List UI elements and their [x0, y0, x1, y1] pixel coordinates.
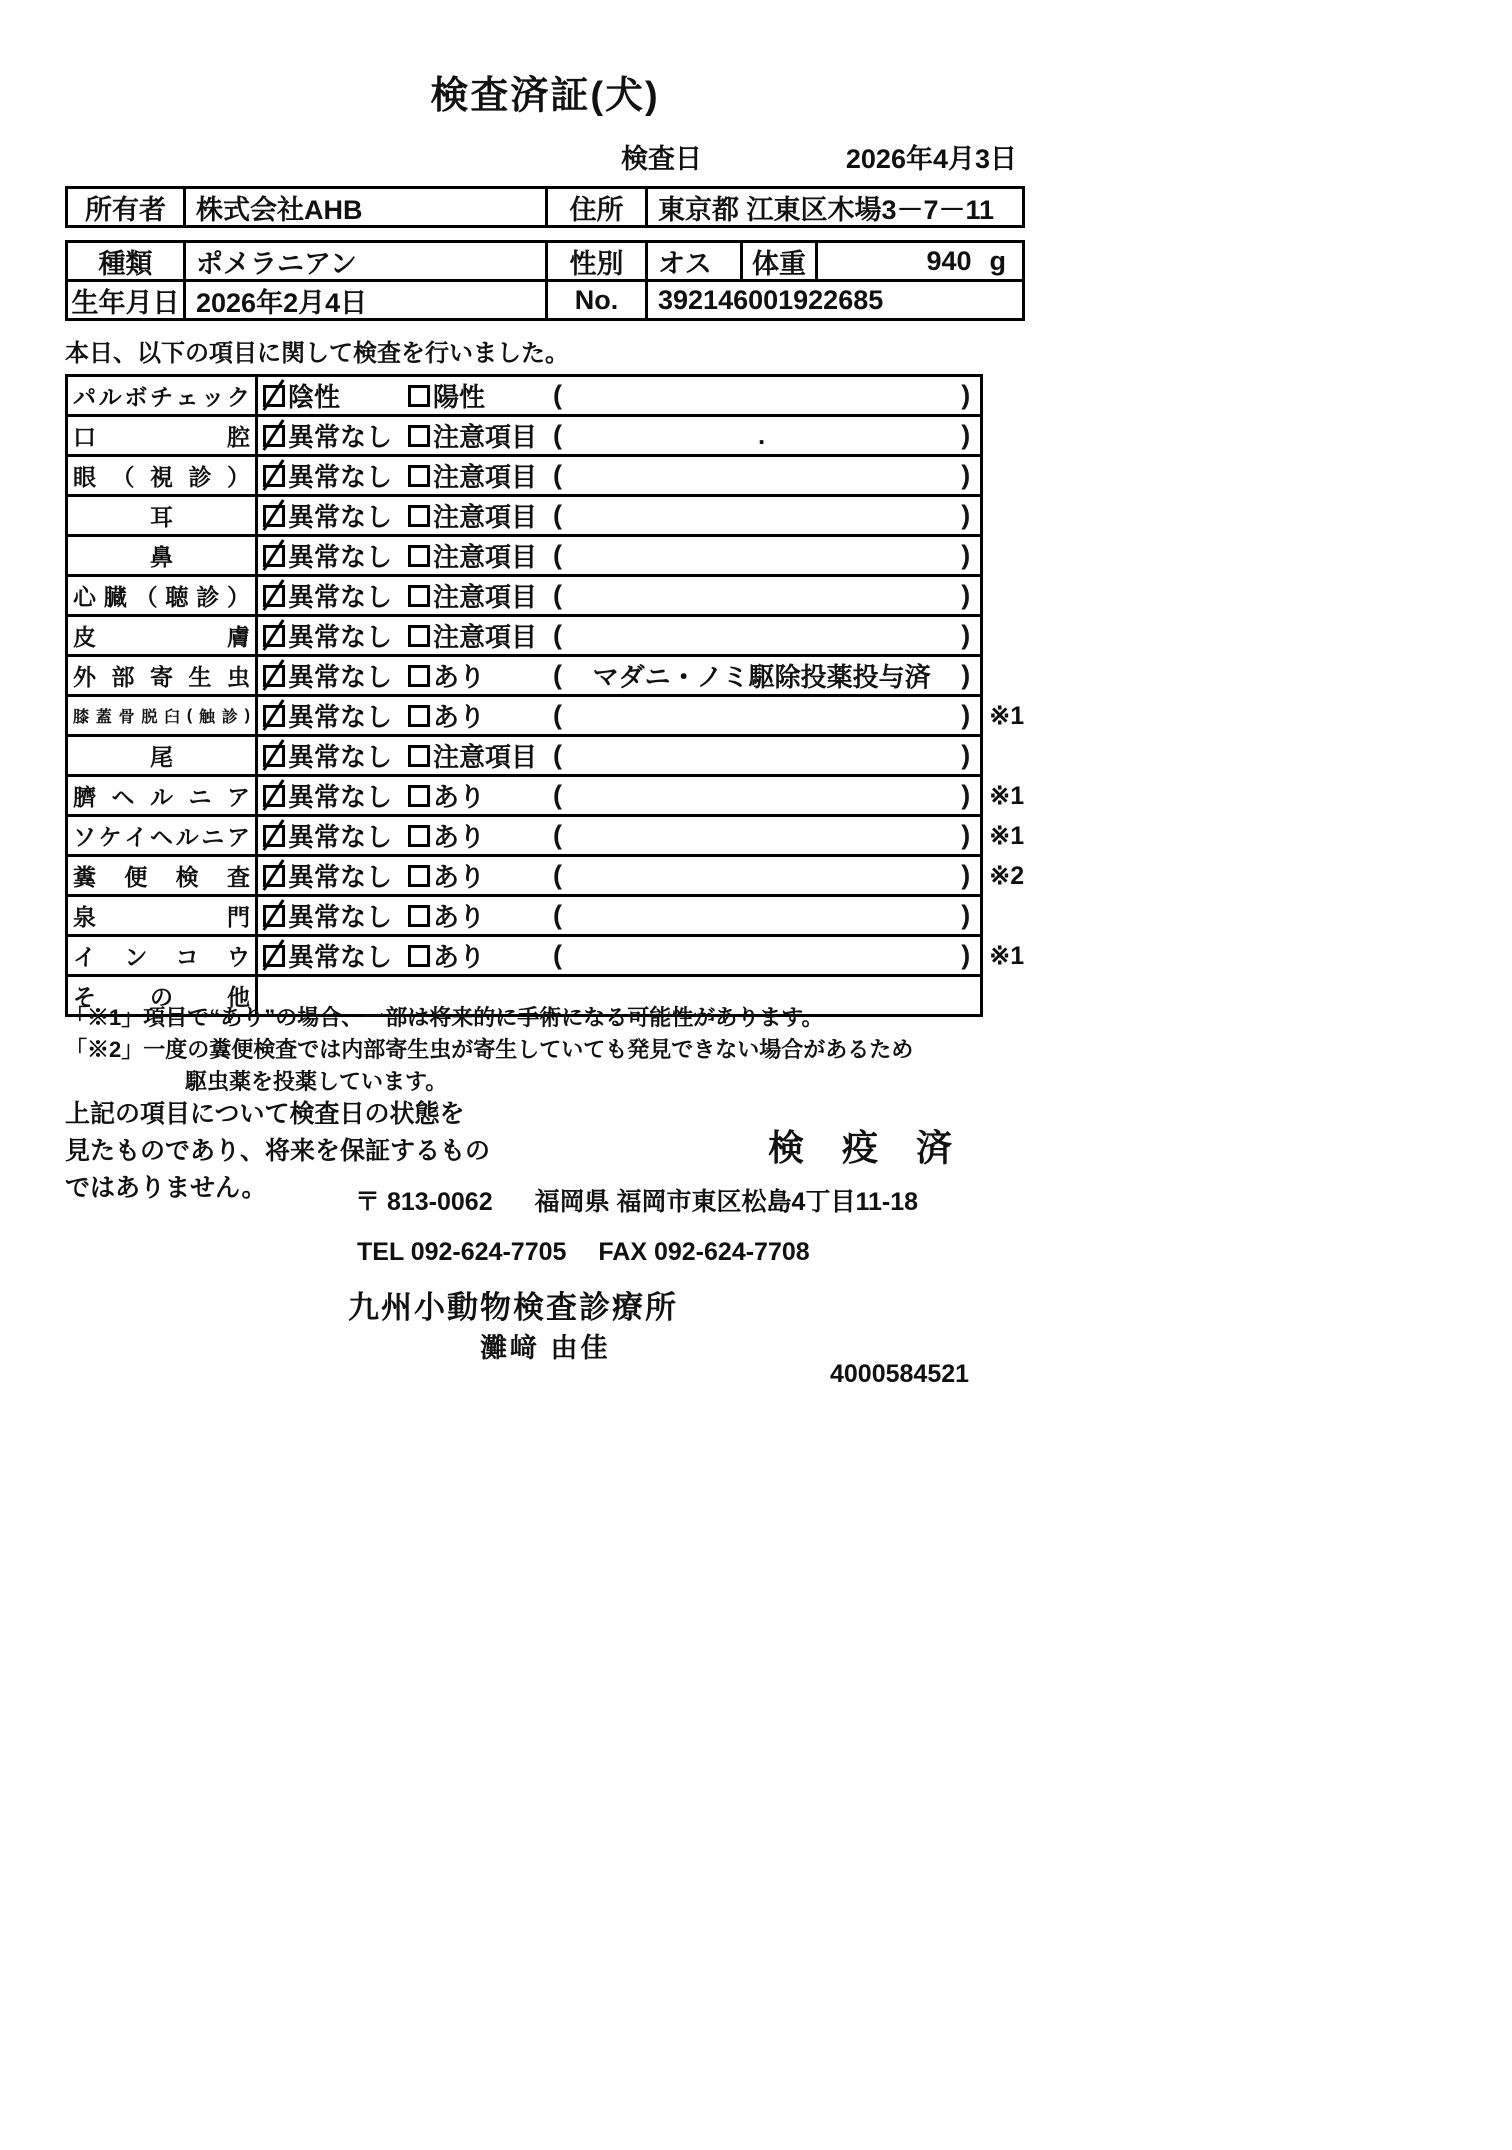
result-ok-label: 異常なし [288, 902, 393, 932]
result-note-area [553, 780, 980, 811]
result-ng-label: 注意項目 [433, 542, 538, 572]
inspection-row-box [65, 654, 983, 697]
inspection-row-content [258, 497, 980, 534]
birthdate-number-table [65, 279, 1025, 321]
result-ng-label: あり [433, 702, 486, 732]
paren-close: ) [961, 780, 971, 810]
inspection-row [65, 654, 1025, 697]
result-ok-checkbox [263, 745, 285, 767]
inspection-item-name: 心 臓 （ 聴 診 ） [68, 577, 258, 614]
result-ok-label: 異常なし [288, 862, 393, 892]
inspection-row-content [258, 857, 980, 894]
result-ng-group [408, 897, 553, 934]
inspection-item-name: 臍 ヘ ル ニ ア [68, 777, 258, 814]
paren-close: ) [961, 460, 971, 490]
inspection-row [65, 374, 1025, 417]
result-ok-group [263, 697, 408, 734]
result-ok-group [263, 737, 408, 774]
inspection-row-content [258, 377, 980, 414]
result-note-area [553, 900, 980, 931]
paren-open: ( [553, 540, 562, 570]
result-ok-label: 異常なし [288, 502, 393, 532]
paren-open: ( [553, 380, 562, 410]
clinic-fax: FAX 092-624-7708 [598, 1238, 810, 1266]
inspection-date-value: 2026年4月3日 [845, 144, 1017, 174]
result-ng-group [408, 497, 553, 534]
result-ok-label: 異常なし [288, 622, 393, 652]
inspection-item-name: 外 部 寄 生 虫 [68, 657, 258, 694]
inspection-row [65, 934, 1025, 977]
result-ok-group [263, 897, 408, 934]
result-ng-checkbox [408, 665, 430, 687]
result-ok-label: 異常なし [288, 942, 393, 972]
document-content [65, 0, 1025, 2150]
result-note-area [553, 860, 980, 891]
inspection-row-box [65, 454, 983, 497]
result-ng-group [408, 737, 553, 774]
paren-close: ) [961, 620, 971, 650]
result-ng-group [408, 697, 553, 734]
certificate-no-label: No. [545, 282, 645, 318]
result-ng-group [408, 777, 553, 814]
result-ng-label: あり [433, 662, 486, 692]
result-ok-label: 異常なし [288, 542, 393, 572]
result-ok-group [263, 817, 408, 854]
result-ok-label: 異常なし [288, 822, 393, 852]
result-note-area [553, 820, 980, 851]
inspection-item-name: 膝 蓋 骨 脱 臼 ( 触 診 ) [68, 697, 258, 734]
disclaimer-line-2: 見たものであり、将来を保証するもの [65, 1137, 491, 1165]
result-ok-checkbox [263, 465, 285, 487]
page-title: 検査済証(犬) [430, 75, 660, 117]
result-note-area [553, 700, 980, 731]
inspection-row-content [258, 657, 980, 694]
clinic-address: 福岡県 福岡市東区松島4丁目11-18 [534, 1188, 919, 1216]
result-ng-label: 注意項目 [433, 622, 538, 652]
paren-open: ( [553, 660, 562, 690]
weight-value: 940 [926, 245, 972, 276]
inspection-row-content [258, 457, 980, 494]
clinic-address-line [355, 1182, 918, 1218]
paren-open: ( [553, 940, 562, 970]
result-ok-checkbox [263, 425, 285, 447]
result-note: マダニ・ノミ駆除投薬投与済 [592, 662, 931, 692]
result-note-area [553, 620, 980, 651]
inspection-table [65, 374, 1025, 1017]
paren-close: ) [961, 580, 971, 610]
inspection-row [65, 614, 1025, 657]
result-ok-group [263, 857, 408, 894]
result-ng-checkbox [408, 625, 430, 647]
inspection-row-box [65, 694, 983, 737]
footnote-mark: ※1 [989, 701, 1025, 730]
result-ng-checkbox [408, 945, 430, 967]
inspection-item-name: パ ル ボ チ ェ ッ ク [68, 377, 258, 414]
result-ok-label: 異常なし [288, 582, 393, 612]
result-ok-group [263, 497, 408, 534]
certificate-no-value: 392146001922685 [645, 282, 1022, 318]
inspection-item-name: 口 腔 [68, 417, 258, 454]
result-ok-label: 異常なし [288, 702, 393, 732]
result-note-area [553, 540, 980, 571]
inspection-item-name: イ ン コ ウ [68, 937, 258, 974]
paren-open: ( [553, 500, 562, 530]
result-ng-label: あり [433, 862, 486, 892]
quarantine-passed-stamp: 検 疫 済 [768, 1127, 967, 1168]
result-note: . [758, 420, 766, 450]
breed-label: 種類 [98, 248, 153, 279]
inspection-row [65, 694, 1025, 737]
paren-close: ) [961, 820, 971, 850]
inspection-row [65, 494, 1025, 537]
result-ok-checkbox [263, 705, 285, 727]
result-ok-checkbox [263, 785, 285, 807]
paren-close: ) [961, 700, 971, 730]
result-ng-group [408, 937, 553, 974]
result-ng-label: 注意項目 [433, 502, 538, 532]
paren-close: ) [961, 900, 971, 930]
intro-text: 本日、以下の項目に関して検査を行いました。 [65, 340, 569, 367]
footnote-mark: ※1 [989, 941, 1025, 970]
result-ok-checkbox [263, 865, 285, 887]
inspection-item-name: 耳 [68, 497, 258, 534]
result-ok-checkbox [263, 665, 285, 687]
result-ng-label: 注意項目 [433, 462, 538, 492]
inspection-item-name: 鼻 [68, 537, 258, 574]
clinic-name: 九州小動物検査診療所 [348, 1290, 678, 1325]
result-ng-group [408, 417, 553, 454]
result-ng-label: あり [433, 942, 486, 972]
result-ok-checkbox [263, 505, 285, 527]
inspection-row [65, 574, 1025, 617]
result-ng-group [408, 377, 553, 414]
result-ok-group [263, 577, 408, 614]
paren-close: ) [961, 500, 971, 530]
result-note-area [553, 580, 980, 611]
result-ok-group [263, 457, 408, 494]
inspection-row-content [258, 537, 980, 574]
result-ng-label: 注意項目 [433, 742, 538, 772]
inspection-row-box [65, 494, 983, 537]
paren-open: ( [553, 580, 562, 610]
inspection-row-content [258, 737, 980, 774]
inspection-row-content [258, 577, 980, 614]
paren-close: ) [961, 940, 971, 970]
result-ok-group [263, 657, 408, 694]
breed-value: ポメラニアン [183, 243, 545, 279]
result-ok-checkbox [263, 585, 285, 607]
owner-value: 株式会社AHB [183, 189, 545, 225]
result-ok-checkbox [263, 625, 285, 647]
result-ng-label: あり [433, 782, 486, 812]
inspection-item-name: 糞 便 検 査 [68, 857, 258, 894]
result-ng-checkbox [408, 385, 430, 407]
inspection-row-content [258, 897, 980, 934]
result-note-area [553, 940, 980, 971]
result-ok-checkbox [263, 945, 285, 967]
result-ng-group [408, 857, 553, 894]
footnote-mark: ※1 [989, 821, 1025, 850]
inspection-row-box [65, 534, 983, 577]
result-ok-checkbox [263, 545, 285, 567]
clinic-tel: TEL 092-624-7705 [357, 1238, 567, 1266]
result-ok-group [263, 537, 408, 574]
inspection-date-label: 検査日 [621, 144, 702, 174]
sex-value: オス [645, 243, 740, 279]
inspection-row [65, 534, 1025, 577]
clinic-postal-code: 〒 813-0062 [355, 1188, 493, 1216]
birthdate-value: 2026年2月4日 [183, 282, 545, 318]
paren-open: ( [553, 700, 562, 730]
result-ng-label: あり [433, 902, 486, 932]
result-note-area [553, 460, 980, 491]
footnote-mark: ※1 [989, 781, 1025, 810]
result-ok-group [263, 937, 408, 974]
inspection-row [65, 854, 1025, 897]
result-ok-label: 異常なし [288, 782, 393, 812]
inspection-row-content [258, 817, 980, 854]
result-ok-label: 陰性 [288, 382, 341, 412]
result-ok-group [263, 777, 408, 814]
footnote-2: 「※2」一度の糞便検査では内部寄生虫が寄生していても発見できない場合があるため [65, 1037, 914, 1062]
result-ok-group [263, 617, 408, 654]
result-ng-checkbox [408, 865, 430, 887]
inspection-row-box [65, 414, 983, 457]
paren-close: ) [961, 540, 971, 570]
inspection-row [65, 454, 1025, 497]
result-note-area [553, 740, 980, 771]
inspection-row [65, 814, 1025, 857]
result-ng-group [408, 577, 553, 614]
result-ng-label: あり [433, 822, 486, 852]
weight-unit: g [989, 245, 1006, 276]
result-ok-group [263, 377, 408, 414]
inspection-item-name: 泉 門 [68, 897, 258, 934]
inspection-row-box [65, 774, 983, 817]
result-ng-label: 注意項目 [433, 582, 538, 612]
inspection-row-box [65, 374, 983, 417]
result-note-area [553, 657, 980, 694]
inspection-row [65, 734, 1025, 777]
result-note-area [553, 500, 980, 531]
inspection-date-row [65, 137, 1025, 176]
result-ng-checkbox [408, 745, 430, 767]
result-ng-checkbox [408, 785, 430, 807]
result-ok-label: 異常なし [288, 422, 393, 452]
footnote-3: 駆虫薬を投薬しています。 [185, 1069, 448, 1094]
result-ng-checkbox [408, 825, 430, 847]
address-label: 住所 [545, 189, 645, 225]
inspection-row-box [65, 734, 983, 777]
result-ng-checkbox [408, 465, 430, 487]
result-ok-label: 異常なし [288, 742, 393, 772]
result-ng-checkbox [408, 505, 430, 527]
paren-open: ( [553, 780, 562, 810]
clinic-phone-line [357, 1238, 810, 1267]
paren-open: ( [553, 740, 562, 770]
result-ok-group [263, 417, 408, 454]
owner-label: 所有者 [85, 194, 166, 225]
sex-label: 性別 [545, 243, 645, 279]
result-ng-label: 注意項目 [433, 422, 538, 452]
result-note-area [553, 380, 980, 411]
inspection-row-box [65, 894, 983, 937]
result-ok-checkbox [263, 905, 285, 927]
inspection-row-content [258, 617, 980, 654]
weight-value-cell [815, 243, 1022, 279]
result-ok-label: 異常なし [288, 462, 393, 492]
footnote-mark: ※2 [989, 861, 1025, 890]
breed-sex-weight-table [65, 240, 1025, 282]
paren-close: ) [961, 420, 971, 450]
result-ng-checkbox [408, 545, 430, 567]
result-ok-checkbox [263, 385, 285, 407]
inspection-row-box [65, 614, 983, 657]
paren-close: ) [961, 740, 971, 770]
result-ng-group [408, 457, 553, 494]
serial-number: 4000584521 [830, 1360, 970, 1388]
result-ng-group [408, 817, 553, 854]
disclaimer-line-1: 上記の項目について検査日の状態を [65, 1100, 465, 1128]
inspection-row-box [65, 574, 983, 617]
inspection-row [65, 894, 1025, 937]
inspection-row-content [258, 777, 980, 814]
inspection-row-content [258, 937, 980, 974]
result-ok-label: 異常なし [288, 662, 393, 692]
paren-open: ( [553, 860, 562, 890]
result-ng-checkbox [408, 425, 430, 447]
inspection-item-name: 尾 [68, 737, 258, 774]
paren-open: ( [553, 900, 562, 930]
result-ng-group [408, 537, 553, 574]
inspection-row-box [65, 854, 983, 897]
inspection-row [65, 774, 1025, 817]
result-note-area [553, 420, 980, 451]
result-ng-group [408, 617, 553, 654]
result-ng-checkbox [408, 905, 430, 927]
inspection-row-box [65, 814, 983, 857]
disclaimer-line-3: ではありません。 [65, 1174, 267, 1202]
inspection-row-box [65, 934, 983, 977]
footnote-1: 「※1」項目で“あり”の場合、一部は将来的に手術になる可能性があります。 [65, 1005, 824, 1030]
result-ng-checkbox [408, 705, 430, 727]
paren-close: ) [961, 860, 971, 890]
result-ng-checkbox [408, 585, 430, 607]
inspection-item-name: ソ ケ イ ヘ ル ニ ア [68, 817, 258, 854]
inspection-item-name: そ の 他 [68, 977, 258, 1014]
result-ng-label: 陽性 [433, 382, 486, 412]
paren-open: ( [553, 460, 562, 490]
birthdate-label: 生年月日 [71, 287, 180, 318]
result-ok-checkbox [263, 825, 285, 847]
paren-close: ) [961, 380, 971, 410]
owner-table [65, 186, 1025, 228]
address-value: 東京都 江東区木場3－7－11 [645, 189, 1022, 225]
inspection-row-content [258, 417, 980, 454]
paren-close: ) [961, 660, 971, 690]
inspection-row [65, 414, 1025, 457]
paren-open: ( [553, 420, 562, 450]
footnotes [65, 1002, 913, 1098]
paren-open: ( [553, 620, 562, 650]
veterinarian-name: 灘﨑 由佳 [480, 1333, 611, 1363]
inspection-row-content [258, 697, 980, 734]
inspection-item-name: 眼 （ 視 診 ） [68, 457, 258, 494]
inspection-item-name: 皮 膚 [68, 617, 258, 654]
paren-open: ( [553, 820, 562, 850]
weight-label: 体重 [740, 243, 815, 279]
result-ng-group [408, 657, 553, 694]
